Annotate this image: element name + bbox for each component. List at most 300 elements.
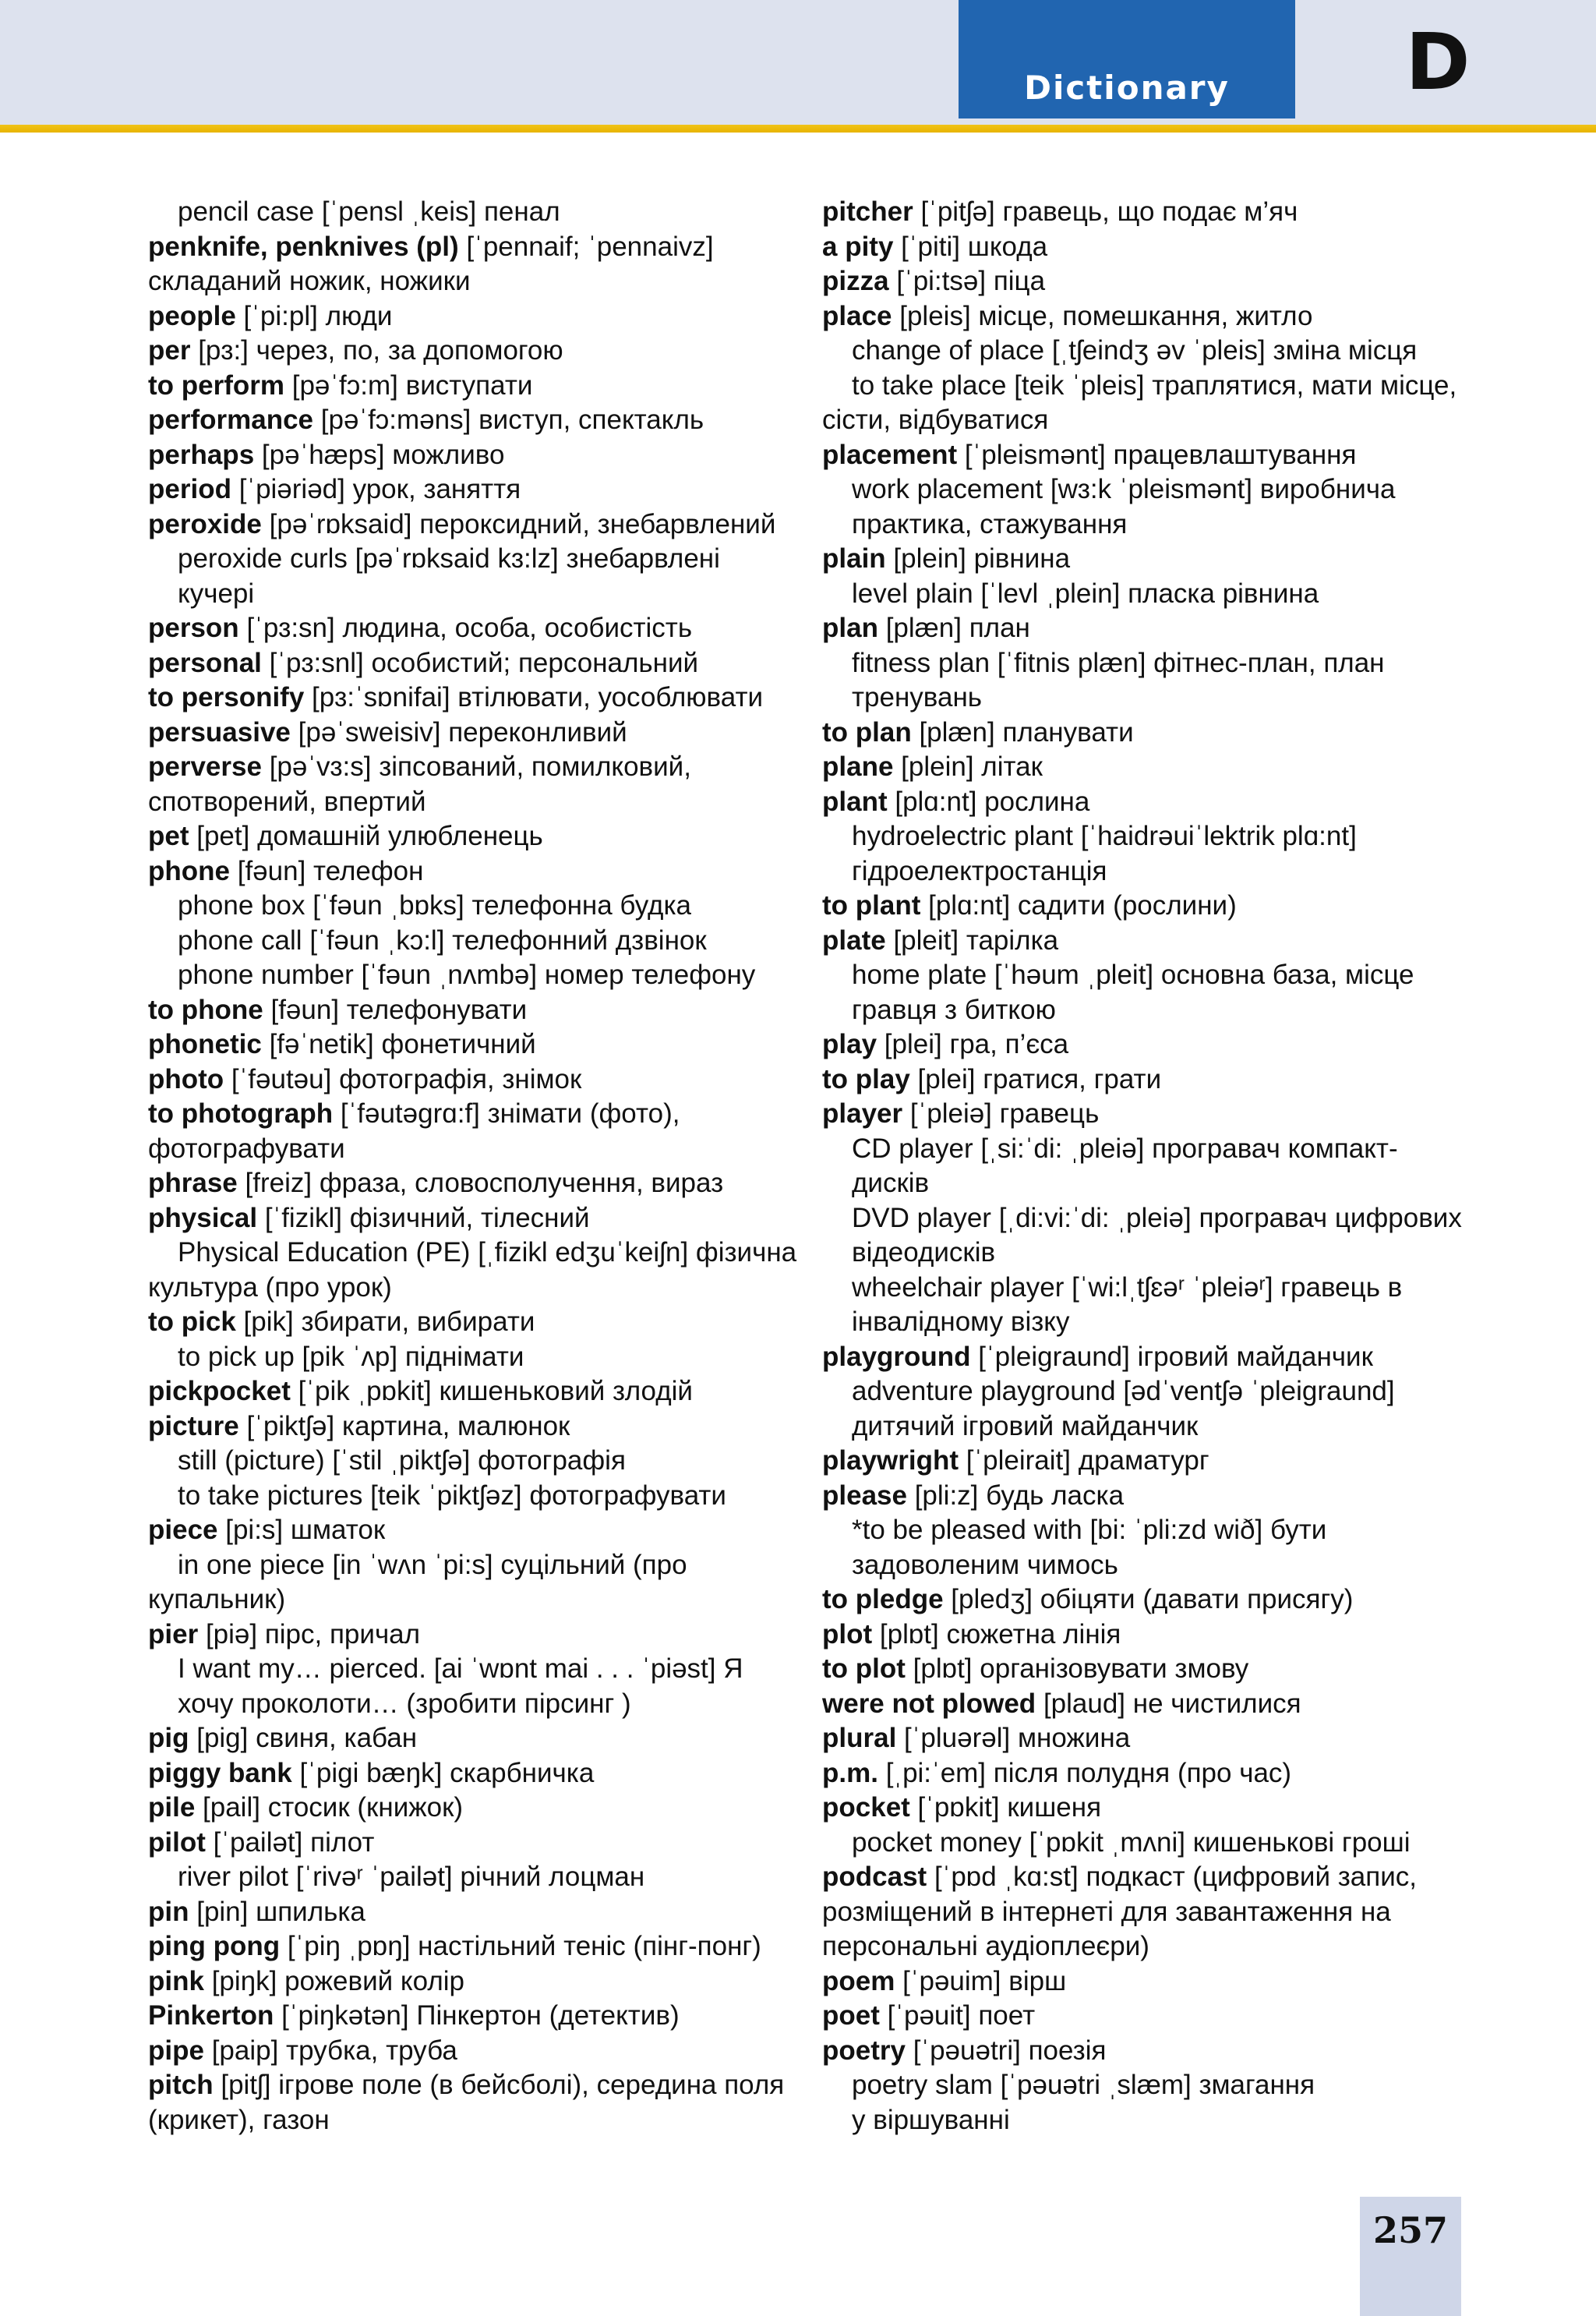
dictionary-entry [148, 334, 810, 369]
entry-translation: після полудня (про час) [993, 1757, 1292, 1788]
entry-headword: to plan [822, 716, 912, 748]
entry-translation: збирати, вибирати [301, 1307, 535, 1337]
dictionary-entry [822, 1340, 1485, 1375]
entry-translation: зіпсований, помилковий, [379, 751, 691, 782]
entry-transcription: [ˈpik ˌpɒkit] [298, 1376, 432, 1406]
dictionary-entry [148, 1618, 810, 1653]
dictionary-entry [148, 1027, 810, 1063]
dictionary-entry [822, 1444, 1485, 1479]
entry-headword: plant [822, 786, 888, 817]
dictionary-entry [148, 1687, 810, 1722]
dictionary-entry [148, 1097, 810, 1132]
entry-translation: рослина [984, 786, 1090, 817]
entry-translation: поезія [1028, 2035, 1107, 2066]
entry-transcription: [ˈfəun ˌkɔ:l] [309, 925, 445, 956]
dictionary-entry [148, 646, 810, 681]
entry-translation: сюжетна лінія [946, 1618, 1121, 1649]
entry-translation: купальник) [148, 1584, 286, 1614]
entry-transcription: [pəˈvɜ:s] [269, 751, 372, 782]
entry-transcription: [pik] [243, 1307, 294, 1337]
entry-translation: план [969, 613, 1030, 643]
dictionary-entry [822, 264, 1485, 299]
dictionary-entry [148, 1479, 810, 1514]
entry-transcription: [pəˈfɔ:m] [291, 369, 398, 401]
entry-transcription: [ˈpi:pl] [243, 300, 318, 331]
entry-translation: виступ, спектакль [478, 405, 704, 435]
entry-transcription: [ˈpluərəl] [904, 1723, 1011, 1753]
entry-translation: пенал [483, 196, 560, 227]
dictionary-entry [148, 924, 810, 959]
entry-translation: шматок [290, 1515, 386, 1545]
entry-translation: річний лоцман [460, 1862, 645, 1892]
entry-headword: work placement [852, 474, 1043, 504]
entry-translation: людина, особа, особистість [342, 613, 693, 643]
entry-transcription: [piə] [205, 1618, 258, 1649]
entry-headword: phone call [178, 925, 302, 956]
entry-translation: бути [1269, 1515, 1327, 1545]
entry-translation: гравець [999, 1098, 1100, 1129]
entry-transcription: [ˈpennaif; ˈpennaivz] [466, 231, 714, 262]
dictionary-entry [148, 472, 810, 507]
entry-transcription: [pɜ:] [198, 335, 249, 366]
entry-translation: пласка рівнина [1128, 578, 1319, 609]
dictionary-entry [822, 1999, 1485, 2034]
dictionary-entry [822, 507, 1485, 543]
entry-transcription: [ˈhəum ˌpleit] [994, 960, 1154, 990]
entry-translation: траплятися, мати місце, [1152, 369, 1457, 401]
dictionary-entry [822, 993, 1485, 1028]
dictionary-entry [822, 2068, 1485, 2103]
entry-transcription: [pi:s] [225, 1515, 284, 1545]
dictionary-entry [148, 1860, 810, 1895]
entry-headword: pocket money [852, 1826, 1022, 1858]
section-letter: D [1405, 16, 1471, 108]
entry-headword: phonetic [148, 1029, 262, 1059]
entry-headword: plane [822, 751, 894, 782]
dictionary-entry [148, 1063, 810, 1098]
dictionary-entry [822, 1132, 1485, 1167]
entry-translation: фізична [695, 1237, 797, 1268]
entry-translation: шпилька [256, 1896, 365, 1927]
entry-headword: photo [148, 1063, 224, 1094]
entry-transcription: [ˈpiktʃə] [246, 1410, 335, 1441]
entry-transcription: [ˈstil ˌpiktʃə] [332, 1445, 471, 1476]
entry-translation: фонетичний [381, 1029, 536, 1059]
dictionary-entry [822, 958, 1485, 993]
entry-translation: фізичний, тілесний [349, 1202, 590, 1233]
dictionary-entry [148, 750, 810, 785]
entry-headword: play [822, 1029, 877, 1059]
dictionary-entry [822, 1479, 1485, 1514]
entry-transcription: [ˈpleigraund] [978, 1341, 1130, 1372]
entry-translation: шкода [967, 231, 1048, 262]
entry-headword: Pinkerton [148, 2000, 274, 2031]
entry-headword: pin [148, 1896, 189, 1927]
entry-translation: виробнича [1259, 474, 1396, 504]
entry-transcription: [ˈpleirait] [966, 1445, 1071, 1476]
entry-transcription: [ˈpitʃə] [920, 196, 995, 227]
entry-transcription: [ˈpəuətri ˌslæm] [1000, 2070, 1192, 2100]
entry-transcription: [fəun] [270, 994, 340, 1025]
dictionary-entry [148, 993, 810, 1028]
dictionary-entry [822, 230, 1485, 265]
page-number-box [1360, 2197, 1461, 2316]
entry-transcription: [pəˈrɒksaid kɜ:lz] [355, 543, 559, 574]
entry-transcription: [pəˈfɔ:məns] [320, 405, 471, 435]
entry-translation: кишеня [1007, 1792, 1102, 1823]
dictionary-entry [148, 611, 810, 646]
entry-translation: гравець в [1280, 1271, 1403, 1303]
dictionary-entry [148, 507, 810, 543]
entry-headword: playground [822, 1341, 971, 1372]
entry-translation: рожевий колір [284, 1965, 464, 1996]
entry-translation: через, по, за допомогою [256, 335, 563, 366]
entry-headword: peroxide curls [178, 543, 348, 574]
entry-headword: pickpocket [148, 1376, 291, 1406]
entry-transcription: [ˈpəuim] [902, 1965, 1001, 1996]
entry-headword: pencil case [178, 196, 315, 227]
entry-headword: plural [822, 1723, 897, 1753]
entry-headword: pipe [148, 2035, 204, 2066]
entry-translation: обіцяти (давати присягу) [1040, 1584, 1354, 1614]
entry-transcription: [ədˈventʃə ˈpleigraund] [1123, 1376, 1395, 1406]
entry-translation: фотографувати [529, 1480, 726, 1511]
dictionary-entry [822, 1860, 1485, 1895]
entry-translation: змагання [1199, 2070, 1315, 2100]
entry-transcription: [ˈpiəriəd] [238, 474, 345, 504]
entry-headword: pitcher [822, 196, 913, 227]
entry-translation: зміна місця [1273, 335, 1418, 366]
dictionary-entry [148, 2068, 810, 2103]
entry-headword: pile [148, 1792, 196, 1823]
entry-translation: фраза, словосполучення, вираз [319, 1168, 724, 1198]
dictionary-entry [148, 2103, 810, 2138]
entry-transcription: [plaud] [1043, 1688, 1126, 1719]
entry-transcription: [pitʃ] [221, 2070, 271, 2100]
entry-headword: phone [148, 855, 230, 886]
entry-translation: телефонна будка [471, 890, 692, 921]
entry-headword: to photograph [148, 1098, 334, 1129]
entry-transcription: [plɑ:nt] [895, 786, 977, 817]
entry-headword: to phone [148, 994, 263, 1025]
entry-headword: plot [822, 1618, 873, 1649]
entry-headword: peroxide [148, 508, 262, 539]
entry-transcription: [ˈpɒd ˌkɑ:st] [934, 1862, 1079, 1892]
entry-transcription: [ˈfitnis plæn] [997, 647, 1146, 678]
entry-headword: please [822, 1480, 907, 1511]
entry-transcription: [pik ˈʌp] [302, 1341, 398, 1372]
entry-translation: будь ласка [986, 1480, 1125, 1511]
dictionary-entry [148, 1340, 810, 1375]
entry-headword: period [148, 474, 231, 504]
entry-transcription: [ˈpɒkit] [917, 1792, 1000, 1823]
entry-headword: to plot [822, 1653, 906, 1684]
entry-transcription: [ˈpigi bæŋk] [299, 1757, 443, 1788]
entry-translation: номер телефону [544, 960, 756, 990]
dictionary-entry [822, 1097, 1485, 1132]
entry-translation: гравця з биткою [852, 994, 1056, 1025]
entry-headword: physical [148, 1202, 258, 1233]
entry-translation: гра, п’єса [949, 1029, 1069, 1059]
entry-translation: гравець, що подає м’яч [1002, 196, 1298, 227]
dictionary-entry [822, 1582, 1485, 1618]
dictionary-entry [822, 1063, 1485, 1098]
dictionary-entry [822, 369, 1485, 404]
dictionary-entry [822, 1721, 1485, 1756]
entry-transcription: [freiz] [245, 1168, 312, 1198]
entry-headword: wheelchair player [852, 1271, 1065, 1303]
entry-transcription: [ˈhaidrəuiˈlektrik plɑ:nt] [1080, 821, 1357, 851]
entry-translation: пірс, причал [264, 1618, 421, 1649]
entry-transcription: [piŋk] [211, 1965, 277, 1996]
entry-transcription: [plein] [893, 543, 966, 574]
dictionary-entry [822, 681, 1485, 716]
dictionary-entry [822, 1929, 1485, 1964]
entry-transcription: [pəˈrɒksaid] [269, 508, 412, 539]
entry-translation: Пінкертон (детектив) [416, 2000, 680, 2031]
dictionary-entry [148, 1236, 810, 1271]
dictionary-entry [148, 1582, 810, 1618]
entry-headword: pier [148, 1618, 199, 1649]
dictionary-entry [822, 1756, 1485, 1791]
entry-transcription: [ai ˈwɒnt mai . . . ˈpiəst] [433, 1653, 716, 1684]
dictionary-entry [148, 1756, 810, 1791]
entry-transcription: [plæn] [885, 613, 962, 643]
entry-transcription: [in ˈwʌn ˈpi:s] [332, 1549, 493, 1580]
entry-transcription: [ˌtʃeindʒ əv ˈpleis] [1051, 335, 1266, 366]
entry-translation: гратися, грати [983, 1063, 1162, 1094]
entry-translation: драматург [1078, 1445, 1209, 1476]
entry-transcription: [ˌsi:ˈdi: ˌpleiə] [980, 1133, 1145, 1164]
dictionary-entry [148, 1826, 810, 1861]
dictionary-entry [148, 889, 810, 924]
entry-headword: playwright [822, 1445, 959, 1476]
dictionary-entry [822, 1652, 1485, 1687]
dictionary-entry [148, 1895, 810, 1930]
entry-translation: кишеньковий злодій [439, 1376, 693, 1406]
right-column [822, 195, 1485, 2137]
entry-transcription: [ˈpailət] [213, 1826, 303, 1858]
entry-transcription: [plæn] [919, 716, 995, 748]
entry-translation: трубка, труба [286, 2035, 457, 2066]
entry-translation: скарбничка [450, 1757, 595, 1788]
entry-translation: (крикет), газон [148, 2104, 330, 2135]
entry-headword: phone number [178, 960, 354, 990]
entry-transcription: [ˈpəuətri] [913, 2035, 1021, 2066]
entry-headword: place [822, 300, 892, 331]
entry-translation: кучері [178, 578, 255, 609]
entry-translation: знімати (фото), [487, 1098, 680, 1129]
entry-transcription: [ˈfəutəgrɑ:f] [340, 1098, 480, 1129]
entry-headword: fitness plan [852, 647, 990, 678]
left-column [148, 195, 810, 2137]
entry-translation: організовувати змову [980, 1653, 1249, 1684]
entry-translation: розміщений в інтернеті для завантаження на [822, 1896, 1391, 1927]
entry-headword: to take pictures [178, 1480, 363, 1511]
entry-headword: poem [822, 1965, 895, 1996]
entry-translation: множина [1017, 1723, 1131, 1753]
dictionary-entry [822, 1791, 1485, 1826]
dictionary-entry [822, 2034, 1485, 2069]
entry-headword: to pick [148, 1307, 236, 1337]
entry-transcription: [pin] [196, 1896, 249, 1927]
entry-headword: p.m. [822, 1757, 878, 1788]
entry-translation: поет [978, 2000, 1036, 2031]
entry-headword: per [148, 335, 191, 366]
entry-translation: програвач цифрових [1199, 1202, 1462, 1233]
entry-translation: настільний теніс (пінг-понг) [418, 1931, 761, 1961]
dictionary-entry [148, 681, 810, 716]
entry-translation: місце, помешкання, житло [978, 300, 1313, 331]
entry-translation: сісти, відбуватися [822, 405, 1049, 435]
entry-translation: пілот [310, 1826, 375, 1858]
dictionary-entry [148, 1132, 810, 1167]
entry-transcription: [ˈfizikl] [264, 1202, 342, 1233]
entry-translation: свиня, кабан [256, 1723, 418, 1753]
entry-headword: pink [148, 1965, 204, 1996]
entry-transcription: [ˈfəun ˌbɒks] [312, 890, 464, 921]
entry-headword: change of place [852, 335, 1045, 366]
dictionary-entry [822, 924, 1485, 959]
entry-headword: plain [822, 543, 886, 574]
entry-translation: фотографія [478, 1445, 626, 1476]
entry-translation: переконливий [448, 716, 627, 748]
dictionary-entry [822, 403, 1485, 438]
entry-translation: телефон [313, 855, 424, 886]
dictionary-entry [148, 1444, 810, 1479]
entry-translation: хочу проколоти… (зробити пірсинг ) [178, 1688, 631, 1719]
entry-headword: poet [822, 2000, 880, 2031]
entry-translation: тренувань [852, 682, 983, 712]
entry-transcription: [ˈfəutəu] [231, 1063, 332, 1094]
entry-transcription: [bi: ˈpli:zd wið] [1089, 1515, 1263, 1545]
entry-headword: level plain [852, 578, 973, 609]
dictionary-entry [148, 1548, 810, 1583]
dictionary-entry [148, 1271, 810, 1306]
entry-headword: plan [822, 613, 878, 643]
entry-transcription: [wɜ:k ˈpleismənt] [1050, 474, 1253, 504]
entry-headword: home plate [852, 960, 987, 990]
entry-translation: гідроелектростанція [852, 855, 1107, 886]
page-number: 257 [1372, 2209, 1449, 2251]
entry-headword: poetry [822, 2035, 906, 2066]
dictionary-entry [822, 1305, 1485, 1340]
entry-transcription: [ˈpɜ:snl] [269, 647, 364, 678]
dictionary-entry [822, 1618, 1485, 1653]
entry-headword: pitch [148, 2070, 214, 2100]
dictionary-entry [822, 1513, 1485, 1548]
dictionary-entry [822, 1027, 1485, 1063]
dictionary-entry [822, 1895, 1485, 1930]
entry-headword: to perform [148, 369, 284, 401]
dictionary-entry [148, 403, 810, 438]
entry-headword: in one piece [178, 1549, 325, 1580]
entry-translation: задоволеним чимось [852, 1549, 1118, 1580]
entry-transcription: [plein] [901, 751, 974, 782]
dictionary-entry [822, 195, 1485, 230]
entry-transcription: [ˈpiŋ ˌpɒŋ] [287, 1931, 411, 1961]
entry-translation: кишенькові гроші [1192, 1826, 1411, 1858]
entry-headword: placement [822, 439, 958, 470]
entry-translation: основна база, місце [1160, 960, 1414, 990]
entry-headword: perhaps [148, 439, 255, 470]
entry-transcription: [ˈpɒkit ˌmʌni] [1029, 1826, 1185, 1858]
dictionary-entry [822, 1548, 1485, 1583]
entry-translation: можливо [392, 439, 505, 470]
entry-headword: pilot [148, 1826, 206, 1858]
entry-transcription: [ˈpəuit] [887, 2000, 971, 2031]
dictionary-entry [148, 1201, 810, 1236]
dictionary-entry [148, 1305, 810, 1340]
dictionary-entry [148, 1652, 810, 1687]
dictionary-entry [822, 854, 1485, 889]
entry-transcription: [ˈpiti] [901, 231, 961, 262]
dictionary-entry [148, 1374, 810, 1409]
entry-headword: performance [148, 405, 314, 435]
dictionary-entry [822, 1374, 1485, 1409]
entry-headword: player [822, 1098, 903, 1129]
entry-headword: pizza [822, 266, 889, 296]
entry-translation: у віршуванні [852, 2104, 1010, 2135]
entry-headword: ping pong [148, 1931, 281, 1961]
dictionary-entry [822, 716, 1485, 751]
entry-translation: домашній улюбленець [257, 821, 543, 851]
entry-transcription: [ˈpleismənt] [964, 439, 1106, 470]
entry-translation: пероксидний, знебарвлений [419, 508, 776, 539]
entry-headword: phone box [178, 890, 305, 921]
dictionary-entry [148, 1166, 810, 1201]
dictionary-entry [148, 716, 810, 751]
dictionary-entry [822, 611, 1485, 646]
entry-translation: персональні аудіоплеєри) [822, 1931, 1149, 1961]
dictionary-entry [822, 646, 1485, 681]
entry-headword: adventure playground [852, 1376, 1116, 1406]
entry-headword: person [148, 613, 239, 643]
entry-translation: дисків [852, 1168, 930, 1198]
entry-headword: plate [822, 925, 886, 956]
dictionary-entry [822, 785, 1485, 820]
entry-transcription: [ˌpi:ˈem] [885, 1757, 987, 1788]
entry-headword: to play [822, 1063, 910, 1094]
dictionary-entry [822, 577, 1485, 612]
dictionary-entry [822, 750, 1485, 785]
entry-headword: river pilot [178, 1862, 288, 1892]
entry-transcription: [plei] [884, 1029, 942, 1059]
dictionary-entry [822, 1236, 1485, 1271]
entry-headword: to plant [822, 890, 921, 921]
entry-headword: I want my… pierced. [178, 1653, 426, 1684]
header-rule [0, 125, 1596, 133]
entry-translation: фітнес-план, план [1153, 647, 1385, 678]
dictionary-entry [148, 369, 810, 404]
entry-transcription: [ˈrivəʳ ˈpailət] [295, 1862, 453, 1892]
entry-transcription: [pəˈsweisiv] [298, 716, 441, 748]
entry-headword: *to be pleased with [852, 1515, 1082, 1545]
entry-translation: подкаст (цифровий запис, [1086, 1862, 1417, 1892]
dictionary-entry [822, 1271, 1485, 1306]
header-band [0, 0, 1596, 125]
dictionary-entry [148, 299, 810, 334]
entry-transcription: [pledʒ] [951, 1584, 1033, 1614]
entry-headword: pet [148, 821, 189, 851]
entry-headword: pocket [822, 1792, 910, 1823]
entry-transcription: [plɒt] [879, 1618, 939, 1649]
entry-transcription: [ˈpensl ˌkeis] [321, 196, 477, 227]
entry-headword: phrase [148, 1168, 238, 1198]
entry-translation: люди [325, 300, 393, 331]
entry-translation: дитячий ігровий майданчик [852, 1410, 1199, 1441]
section-tab [959, 0, 1295, 118]
